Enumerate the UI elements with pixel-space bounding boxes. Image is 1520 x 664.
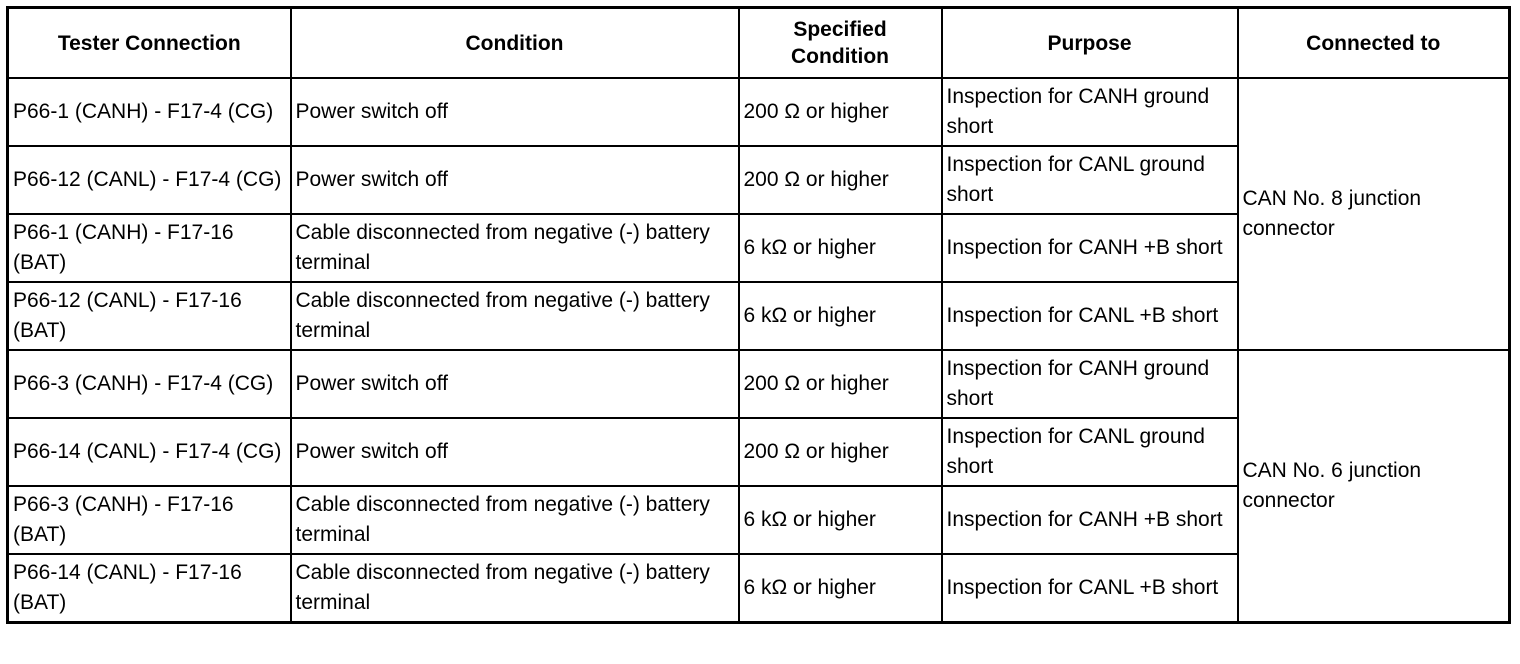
specified-condition-cell: 6 kΩ or higher <box>739 486 942 554</box>
purpose-cell: Inspection for CANH +B short <box>942 486 1238 554</box>
tester-connection-cell: P66-12 (CANL) - F17-16 (BAT) <box>8 282 291 350</box>
header-purpose: Purpose <box>942 8 1238 79</box>
tester-connection-cell: P66-3 (CANH) - F17-4 (CG) <box>8 350 291 418</box>
condition-cell: Cable disconnected from negative (-) battery terminal <box>291 554 739 623</box>
purpose-cell: Inspection for CANL +B short <box>942 282 1238 350</box>
table-row <box>8 78 1510 146</box>
specified-condition-cell: 6 kΩ or higher <box>739 214 942 282</box>
purpose-cell: Inspection for CANL +B short <box>942 554 1238 623</box>
specified-condition-cell: 200 Ω or higher <box>739 350 942 418</box>
specified-condition-cell: 200 Ω or higher <box>739 418 942 486</box>
connected-to-cell: CAN No. 8 junction connector <box>1238 78 1510 350</box>
purpose-cell: Inspection for CANH ground short <box>942 350 1238 418</box>
purpose-cell: Inspection for CANL ground short <box>942 418 1238 486</box>
header-condition: Condition <box>291 8 739 79</box>
specified-condition-cell: 6 kΩ or higher <box>739 282 942 350</box>
header-specified-condition: Specified Condition <box>739 8 942 79</box>
header-connected-to: Connected to <box>1238 8 1510 79</box>
tester-connection-cell: P66-1 (CANH) - F17-16 (BAT) <box>8 214 291 282</box>
tester-connection-cell: P66-12 (CANL) - F17-4 (CG) <box>8 146 291 214</box>
specified-condition-cell: 200 Ω or higher <box>739 146 942 214</box>
table-row <box>8 350 1510 418</box>
purpose-cell: Inspection for CANH +B short <box>942 214 1238 282</box>
table-header-row <box>8 8 1510 79</box>
header-tester-connection: Tester Connection <box>8 8 291 79</box>
specified-condition-cell: 200 Ω or higher <box>739 78 942 146</box>
condition-cell: Cable disconnected from negative (-) battery terminal <box>291 282 739 350</box>
specified-condition-cell: 6 kΩ or higher <box>739 554 942 623</box>
tester-connection-cell: P66-1 (CANH) - F17-4 (CG) <box>8 78 291 146</box>
purpose-cell: Inspection for CANH ground short <box>942 78 1238 146</box>
condition-cell: Power switch off <box>291 350 739 418</box>
purpose-cell: Inspection for CANL ground short <box>942 146 1238 214</box>
condition-cell: Power switch off <box>291 146 739 214</box>
tester-connection-table <box>6 6 1511 624</box>
condition-cell: Cable disconnected from negative (-) battery terminal <box>291 486 739 554</box>
tester-connection-cell: P66-3 (CANH) - F17-16 (BAT) <box>8 486 291 554</box>
tester-connection-cell: P66-14 (CANL) - F17-16 (BAT) <box>8 554 291 623</box>
condition-cell: Power switch off <box>291 78 739 146</box>
connected-to-cell: CAN No. 6 junction connector <box>1238 350 1510 623</box>
condition-cell: Power switch off <box>291 418 739 486</box>
condition-cell: Cable disconnected from negative (-) battery terminal <box>291 214 739 282</box>
tester-connection-cell: P66-14 (CANL) - F17-4 (CG) <box>8 418 291 486</box>
